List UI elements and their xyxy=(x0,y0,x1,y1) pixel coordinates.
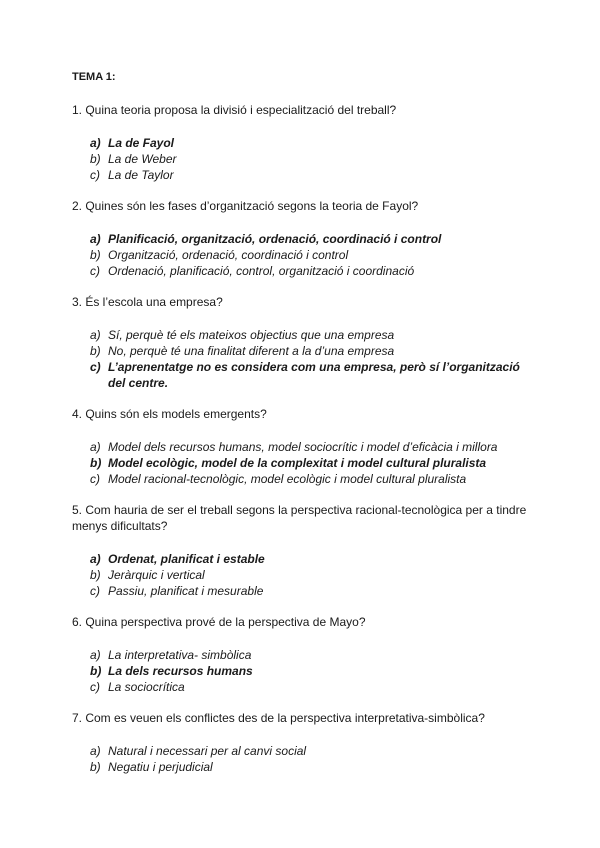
answer-letter: c) xyxy=(90,264,100,278)
answer-letter: b) xyxy=(90,456,102,470)
answer-option xyxy=(90,327,532,343)
answer-text: La interpretativa- simbòlica xyxy=(108,648,252,662)
answer-letter: b) xyxy=(90,664,102,678)
answer-list xyxy=(72,327,532,391)
section-heading: TEMA 1: xyxy=(72,71,116,83)
question-6 xyxy=(72,614,532,695)
answer-option xyxy=(90,167,532,183)
answer-option xyxy=(90,567,532,583)
answer-letter: c) xyxy=(90,168,100,182)
answer-text: No, perquè té una finalitat diferent a la d’una empresa xyxy=(108,344,395,358)
answer-option xyxy=(90,247,532,263)
answer-letter: c) xyxy=(90,584,100,598)
answer-letter: b) xyxy=(90,152,101,166)
question-1 xyxy=(72,102,532,183)
answer-letter: c) xyxy=(90,472,100,486)
answer-list xyxy=(72,647,532,695)
answer-option xyxy=(90,679,532,695)
answer-text: Ordenat, planificat i estable xyxy=(108,552,265,566)
question-3 xyxy=(72,294,532,391)
answer-text: La de Taylor xyxy=(108,168,174,182)
answer-text: L’aprenentatge no es considera com una empresa, però sí l’organització del centre. xyxy=(108,360,520,390)
answer-text: Organització, ordenació, coordinació i control xyxy=(108,248,349,262)
answer-letter: a) xyxy=(90,136,101,150)
document-page xyxy=(72,70,532,790)
question-2 xyxy=(72,198,532,279)
answer-text: Planificació, organització, ordenació, coordinació i control xyxy=(108,232,442,246)
answer-option xyxy=(90,263,532,279)
answer-letter: a) xyxy=(90,648,101,662)
answer-list xyxy=(72,439,532,487)
answer-option-correct xyxy=(90,663,532,679)
answer-list xyxy=(72,743,532,775)
answer-text: La sociocrítica xyxy=(108,680,185,694)
question-text: 7. Com es veuen els conflictes des de la perspectiva interpretativa-simbòlica? xyxy=(72,711,485,725)
answer-text: Natural i necessari per al canvi social xyxy=(108,744,307,758)
answer-letter: a) xyxy=(90,440,101,454)
answer-letter: a) xyxy=(90,552,101,566)
question-text: 4. Quins són els models emergents? xyxy=(72,407,267,421)
answer-text: Ordenació, planificació, control, organització i coordinació xyxy=(108,264,415,278)
answer-list xyxy=(72,135,532,183)
answer-list xyxy=(72,551,532,599)
answer-letter: a) xyxy=(90,232,101,246)
answer-option xyxy=(90,471,532,487)
answer-letter: b) xyxy=(90,760,101,774)
answer-option xyxy=(90,647,532,663)
question-text: 3. És l’escola una empresa? xyxy=(72,295,223,309)
question-text: 6. Quina perspectiva prové de la perspectiva de Mayo? xyxy=(72,615,366,629)
answer-text: Sí, perquè té els mateixos objectius que una empresa xyxy=(108,328,395,342)
answer-option xyxy=(90,743,532,759)
question-7 xyxy=(72,710,532,775)
answer-text: La de Weber xyxy=(108,152,177,166)
answer-option-correct xyxy=(90,455,532,471)
answer-letter: c) xyxy=(90,360,101,374)
answer-letter: b) xyxy=(90,248,101,262)
answer-text: Passiu, planificat i mesurable xyxy=(108,584,264,598)
answer-option-correct xyxy=(90,359,532,391)
answer-option xyxy=(90,583,532,599)
answer-option xyxy=(90,759,532,775)
answer-option xyxy=(90,151,532,167)
answer-text: Model dels recursos humans, model sociocrític i model d’eficàcia i millora xyxy=(108,440,498,454)
answer-option xyxy=(90,343,532,359)
answer-letter: a) xyxy=(90,744,101,758)
answer-letter: c) xyxy=(90,680,100,694)
answer-letter: b) xyxy=(90,344,101,358)
question-5 xyxy=(72,502,532,599)
answer-text: Negatiu i perjudicial xyxy=(108,760,213,774)
question-text: 5. Com hauria de ser el treball segons la perspectiva racional-tecnològica per a tindre menys dificultats? xyxy=(72,503,527,533)
answer-text: Model racional-tecnològic, model ecològic i model cultural pluralista xyxy=(108,472,467,486)
answer-letter: a) xyxy=(90,328,101,342)
answer-option xyxy=(90,439,532,455)
question-4 xyxy=(72,406,532,487)
question-text: 2. Quines són les fases d’organització segons la teoria de Fayol? xyxy=(72,199,419,213)
answer-option-correct xyxy=(90,135,532,151)
answer-text: Model ecològic, model de la complexitat i model cultural pluralista xyxy=(108,456,487,470)
answer-text: La dels recursos humans xyxy=(108,664,253,678)
answer-letter: b) xyxy=(90,568,101,582)
answer-text: La de Fayol xyxy=(108,136,175,150)
answer-list xyxy=(72,231,532,279)
question-text: 1. Quina teoria proposa la divisió i especialització del treball? xyxy=(72,103,397,117)
answer-option-correct xyxy=(90,551,532,567)
answer-text: Jeràrquic i vertical xyxy=(108,568,205,582)
answer-option-correct xyxy=(90,231,532,247)
